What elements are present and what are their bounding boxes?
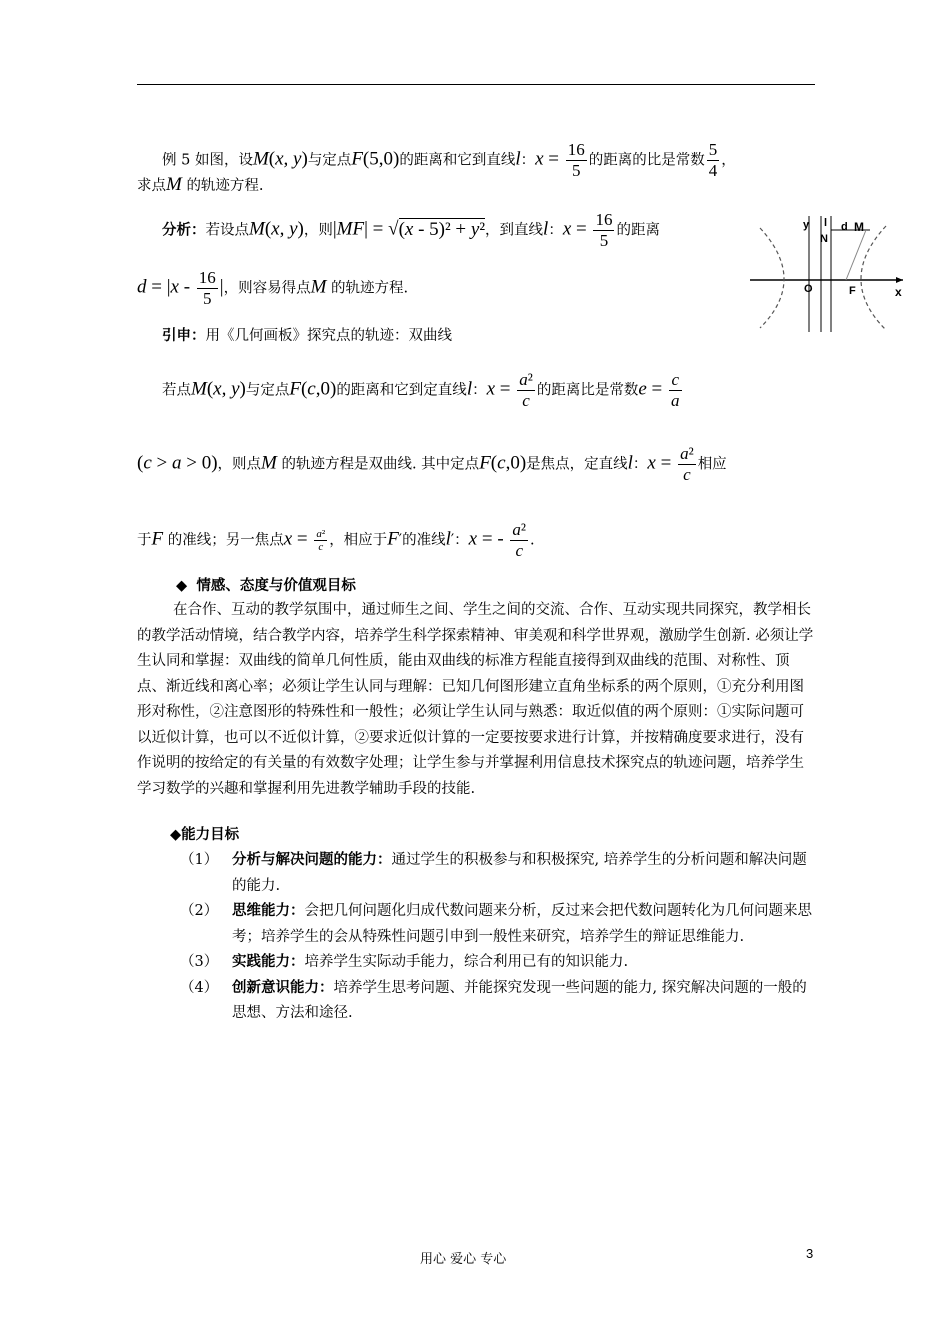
list-item: （3） 实践能力：培养学生实际动手能力，综合利用已有的知识能力. [180,954,629,970]
footer-text: 用心 爱心 专心 [420,1252,507,1267]
svg-text:x: x [895,285,902,299]
analysis-line1: 分析：若设点M(x, y)，则|MF| = √(x - 5)² + y²，到直线l：x = $\frac{16}{5}$ 的距离 [162,210,660,250]
svg-text:N: N [820,233,828,245]
diamond-icon: ◆ [176,578,188,594]
ability-list [180,848,820,1027]
example-label: 例 5 [162,152,191,169]
svg-text:M: M [854,220,864,234]
ext-para-line2: (c > a > 0)，则点M 的轨迹方程是双曲线. 其中定点F(c,0)是焦点，定直线l：x = $\frac{\text{a²}}{c}$ 相应 [137,444,727,484]
analysis-line2: d = |x - $\frac{16}{5}$ |，则容易得点M 的轨迹方程. [137,268,409,308]
section-emotion-heading: ◆ 情感、态度与价值观目标 [176,578,356,594]
svg-text:l: l [824,217,828,229]
list-item: （1） 分析与解决问题的能力：通过学生的积极参与和积极探究, 培养学生的分析问题和解决问题的能力. [180,852,807,894]
hyperbola-left-branch [760,228,784,328]
ext-para-line3: 于F 的准线；另一焦点x = $\frac{\text{a²}}{c}$ ，相应于F′的准线l′：x = - $\frac{\text{a²}}{c}$ . [137,520,535,560]
diamond-icon: ◆ [170,827,182,843]
svg-text:O: O [804,283,813,295]
example5-line1: 例 5 如图，设M(x, y)与定点F(5,0)的距离和它到直线l：x = $\frac{16}{5}$ 的距离的比是常数 $\frac{5}{4}$ ， [162,140,736,180]
ext-para-line1: 若点M(x, y)与定点F(c,0)的距离和它到定直线l：x = $\frac{\text{a²}}{c}$ 的距离比是常数e = $\frac{c}{a}$ [162,370,680,410]
svg-text:F: F [849,285,856,297]
section-emotion-body: 在合作、互动的教学氛围中，通过师生之间、学生之间的交流、合作、互动实现共同探究，教学相长的教学活动情境，结合教学内容，培养学生科学探索精神、审美观和科学世界观，激励学生创新. 必须让学生认同和掌握：双曲线的简单几何性质，能由双曲线的标准方程能直接得到双曲线的范围、对称性、顶点、渐近线和离心率；必须让学生认同与理解：已知几何图形建立直角坐标系的两个原则，①充分利用图形对称性，②注意图形的特殊性和一般性；必须让学生认同与熟悉：取近似值的两个原则：①实际问题可以近似计算，也可以不近似计算，②要求近似计算的一定要按要求进行计算，并按精确度要求进行，没有作说明的按给定的有关量的有效数字处理；让学生参与并掌握利用信息技术探究点的轨迹问题，培养学生学习数学的兴趣和掌握利用先进教学辅助手段的技能. [137,602,814,797]
svg-text:d: d [841,221,848,233]
svg-text:y: y [803,219,810,231]
extension-label: 引申： [162,328,206,344]
hyperbola-figure [748,210,908,335]
page-number: 3 [806,1246,814,1261]
header-rule [137,84,815,85]
extension-line: 引申：用《几何画板》探究点的轨迹：双曲线 [162,328,452,344]
hyperbola-right-branch [861,226,886,330]
list-item: （4） 创新意识能力：培养学生思考问题、并能探究发现一些问题的能力, 探究解决问题的一般的思想、方法和途径. [180,979,807,1021]
example5-line2: 求点M 的轨迹方程. [137,174,264,195]
analysis-label: 分析： [162,222,206,239]
section-ability-heading: ◆能力目标 [170,827,240,843]
list-item: （2） 思维能力：会把几何问题化归成代数问题来分析，反过来会把代数问题转化为几何问题来思考；培养学生的会从特殊性问题引申到一般性来研究，培养学生的辩证思维能力. [180,903,812,945]
